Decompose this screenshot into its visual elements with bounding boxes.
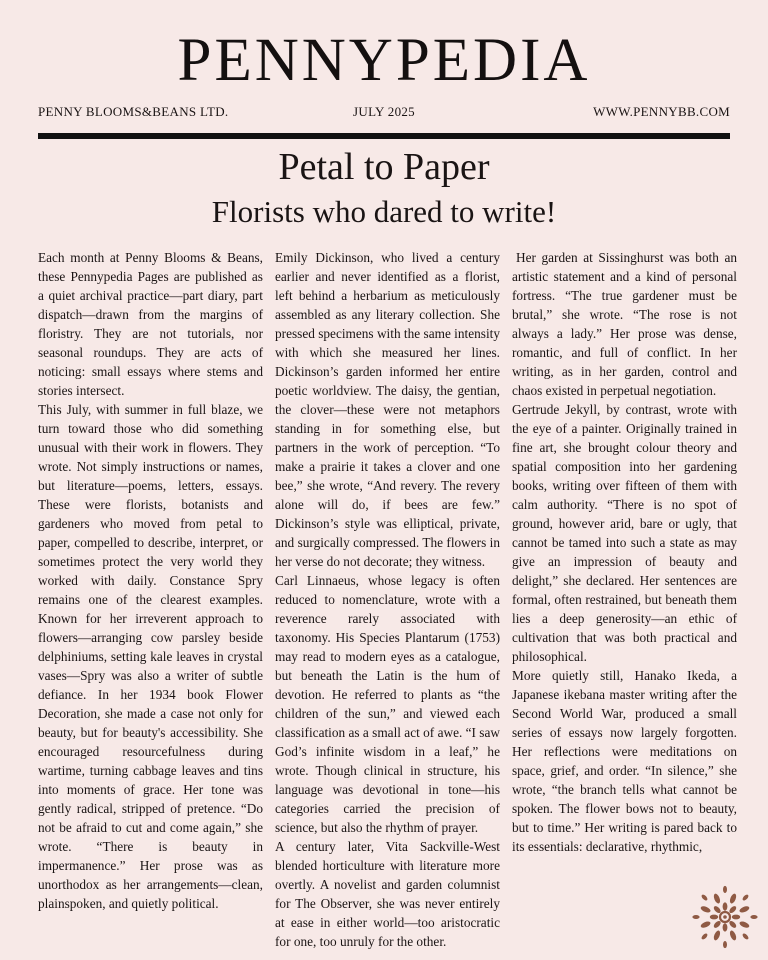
column-2-paragraph-2: Carl Linnaeus, whose legacy is often reduced to nomenclature, wrote with a reverence rarely associated with taxonomy. His Species Plantarum (1753) may read to modern eyes as a catalogue, but beneath the Latin is the hum of devotion. He referred to plants as “the children of the sun,” and viewed each classification as a small act of awe. “I saw God’s infinite wisdom in a leaf,” he wrote. Though clinical in structure, his language was devotional in tone—his categories carried the precision of science, but also the rhythm of prayer. <box>275 573 500 835</box>
issue-date: JULY 2025 <box>353 104 415 119</box>
column-2-paragraph-1: Emily Dickinson, who lived a century earlier and never identified as a florist, left behind a herbarium as meticulously assembled as any literary collection. She pressed specimens with the same intensity with which she measured her lines. Dickinson’s garden informed her entire poetic worldview. The daisy, the gentian, the clover—these were not metaphors standing in for something else, but partners in the work of perception. “To make a prairie it takes a clover and one bee,” she wrote, “And revery. The revery alone will do, if bees are few.” Dickinson’s style was elliptical, private, and surgically compressed. The flowers in her verse do not decorate; they witness. <box>275 250 500 569</box>
article-body <box>38 248 736 951</box>
company-name: PENNY BLOOMS&BEANS LTD. <box>38 104 229 119</box>
masthead-divider <box>38 133 730 139</box>
column-3-paragraph-1: Her garden at Sissinghurst was both an artistic statement and a kind of personal fortress. “The true gardener must be brutal,” she wrote. “The rose is not always a lady.” Her prose was dense, romantic, and full of conflict. In her writing, as in her garden, control and chaos existed in perpetual negotiation. <box>512 250 737 398</box>
website-link[interactable]: WWW.PENNYBB.COM <box>593 104 730 119</box>
masthead-meta <box>38 104 730 120</box>
article-column-1 <box>38 248 263 951</box>
masthead-title: PENNYPEDIA <box>177 27 591 94</box>
column-2-paragraph-3: A century later, Vita Sackville-West blended horticulture with literature more overtly. A novelist and garden columnist for The Observer, she was never entirely at ease in either world—too aristocratic for one, too unruly for the other. <box>275 839 500 949</box>
column-3-paragraph-3: More quietly still, Hanako Ikeda, a Japanese ikebana master writing after the Second World War, produced a small series of essays now largely forgotten. Her reflections were meditations on space, grief, and order. “In silence,” she wrote, “the branch tells what cannot be spoken. The flower bows not to beauty, but to time.” Her writing is pared back to its essentials: declarative, rhythmic, <box>512 668 737 854</box>
column-1-paragraph-2: This July, with summer in full blaze, we turn toward those who did something unusual with their work in flowers. They wrote. Not simply instructions or names, but literature—poems, letters, essays. These were florists, botanists and gardeners who moved from petal to paper, compelled to describe, interpret, or sometimes protect the very world they worked with daily. Constance Spry remains one of the clearest examples. Known for her irreverent approach to flowers—arranging cow parsley beside delphiniums, setting kale leaves in crystal vases—Spry was also a writer of subtle defiance. In her 1934 book Flower Decoration, she made a case not only for beauty, but for beauty's accessibility. She encouraged resourcefulness during wartime, turning cabbage leaves and tins into moments of grace. Her tone was gently radical, stripped of pretence. “Do not be afraid to cut and come again,” she wrote. “There is beauty in impermanence.” Her prose was as unorthodox as her arrangements—clean, plainspoken, and quietly political. <box>38 402 263 911</box>
floral-motif-icon <box>690 884 760 950</box>
article-column-2 <box>275 248 500 951</box>
article-subheadline: Florists who dared to write! <box>211 194 557 229</box>
article-headline: Petal to Paper <box>278 146 490 188</box>
article-column-3 <box>512 248 737 951</box>
column-3-paragraph-2: Gertrude Jekyll, by contrast, wrote with the eye of a painter. Originally trained in fine art, she brought colour theory and spatial composition into her gardening books, writing over fifteen of them with calm authority. “There is no spot of ground, however arid, bare or ugly, that cannot be tamed into such a state as may give an impression of beauty and delight,” she declared. Her sentences are formal, often restrained, but beneath them lies a deep generosity—an ethic of cultivation that was both practical and philosophical. <box>512 402 737 664</box>
column-1-paragraph-1: Each month at Penny Blooms & Beans, these Pennypedia Pages are published as a quiet archival practice—part diary, part dispatch—drawn from the margins of floristry. They are not tutorials, nor seasonal roundups. They are acts of noticing: small essays where stems and stories intersect. <box>38 250 263 398</box>
